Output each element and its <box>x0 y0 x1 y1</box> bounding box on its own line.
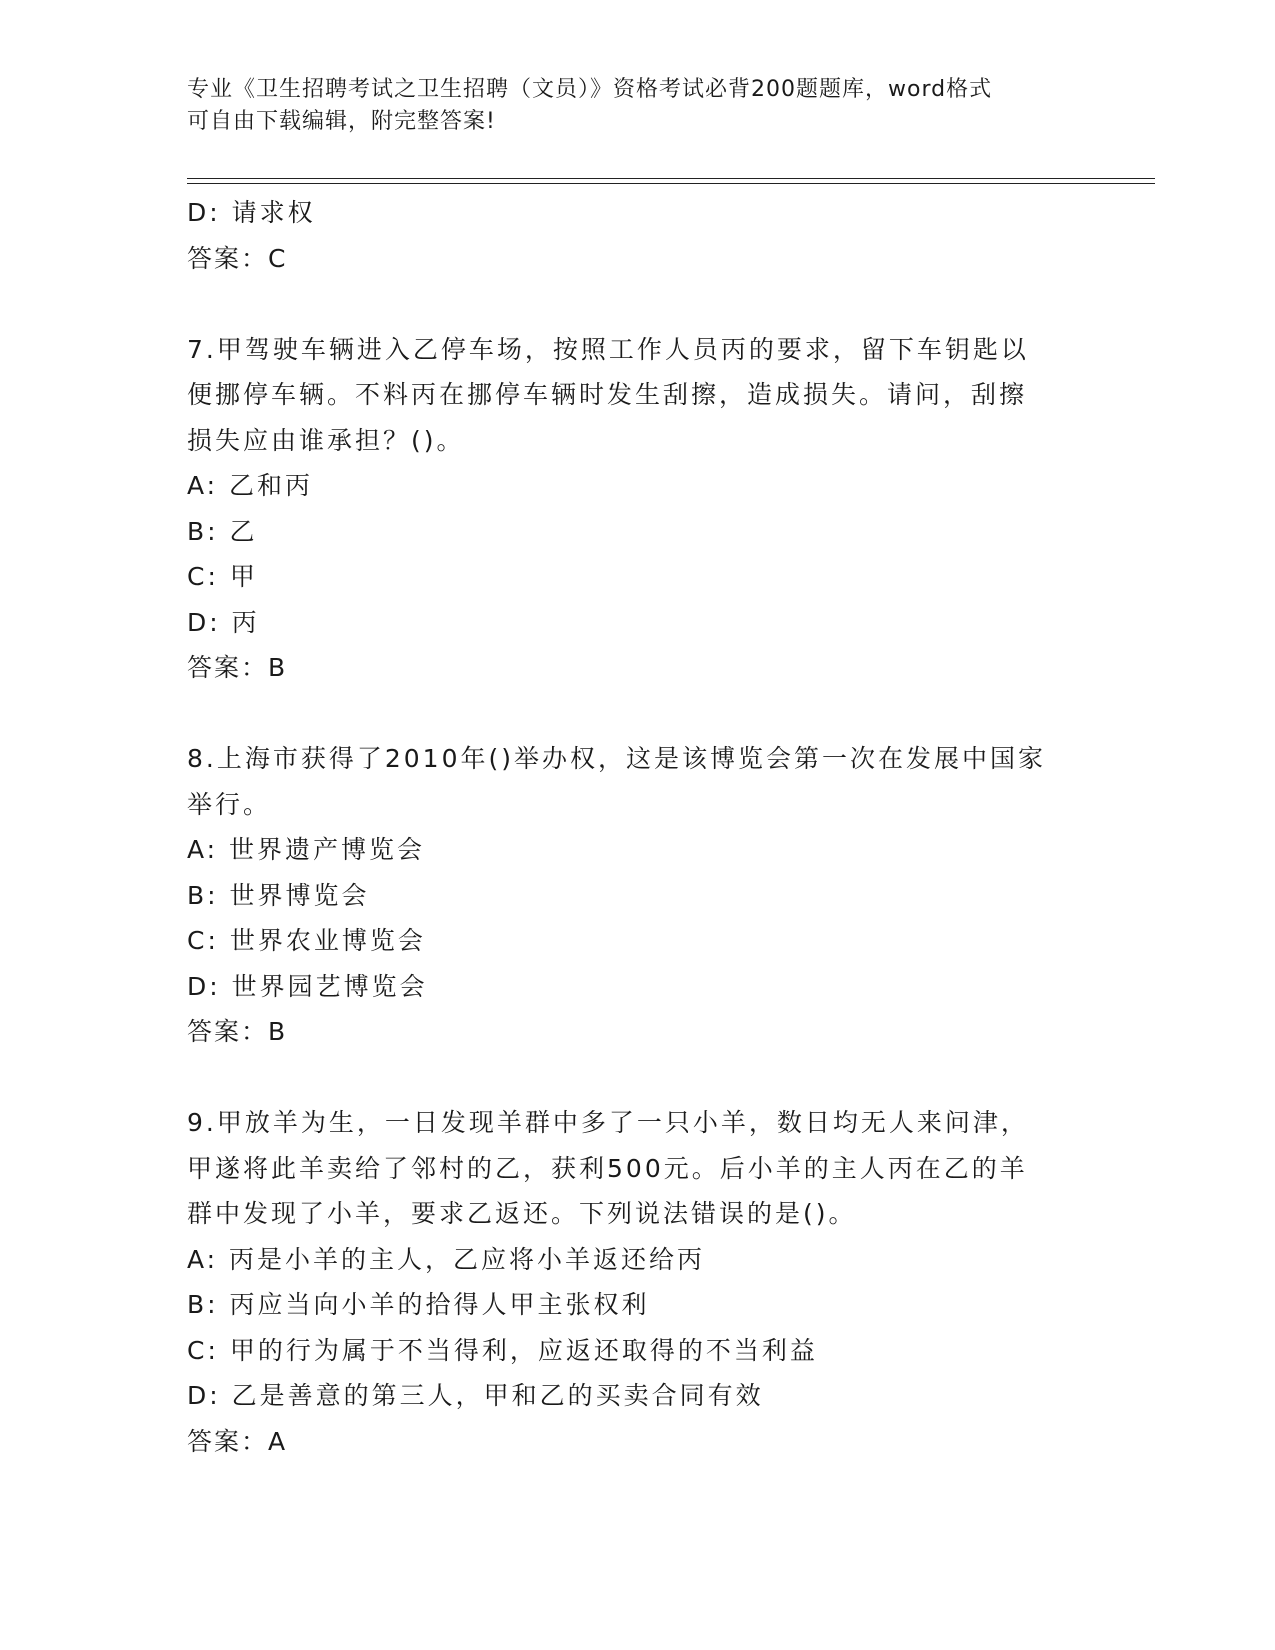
option-c: C: 世界农业博览会 <box>187 926 426 955</box>
option-a: A: 乙和丙 <box>187 471 314 500</box>
header-line-2: 可自由下载编辑，附完整答案! <box>187 109 496 134</box>
option-a: A: 世界遗产博览会 <box>187 835 426 864</box>
header-divider-top <box>187 178 1155 179</box>
option-c: C: 甲 <box>187 562 258 591</box>
question-7 <box>187 327 1087 691</box>
question-stem-line: 9.甲放羊为生，一日发现羊群中多了一只小羊，数日均无人来问津， <box>187 1108 1029 1137</box>
answer-line: 答案：B <box>187 653 288 682</box>
question-stem-line: 7.甲驾驶车辆进入乙停车场，按照工作人员丙的要求，留下车钥匙以 <box>187 334 1029 364</box>
option-d: D: 乙是善意的第三人，甲和乙的买卖合同有效 <box>187 1381 764 1410</box>
question-9 <box>187 1100 1087 1464</box>
question-stem-line: 举行。 <box>187 789 272 819</box>
question-8 <box>187 736 1087 1055</box>
header-line-1: 专业《卫生招聘考试之卫生招聘（文员）》资格考试必背200题题库，word格式 <box>187 77 993 102</box>
option-b: B: 丙应当向小羊的拾得人甲主张权利 <box>187 1290 650 1319</box>
carryover-option-d: D: 请求权 <box>187 198 316 227</box>
question-list <box>187 190 1087 1464</box>
question-stem-line: 8.上海市获得了2010年()举办权，这是该博览会第一次在发展中国家 <box>187 744 1046 773</box>
question-stem-line: 甲遂将此羊卖给了邻村的乙，获利500元。后小羊的主人丙在乙的羊 <box>187 1153 1028 1183</box>
answer-line: 答案：A <box>187 1426 288 1456</box>
question-stem-line: 群中发现了小羊，要求乙返还。下列说法错误的是()。 <box>187 1199 857 1228</box>
option-b: B: 乙 <box>187 516 258 546</box>
option-d: D: 世界园艺博览会 <box>187 971 428 1001</box>
carryover-answer: 答案：C <box>187 243 288 273</box>
answer-line: 答案：B <box>187 1017 288 1046</box>
option-d: D: 丙 <box>187 607 260 637</box>
document-header <box>187 74 1067 138</box>
question-stem-line: 损失应由谁承担？()。 <box>187 425 465 455</box>
header-divider-bottom <box>187 183 1155 184</box>
option-c: C: 甲的行为属于不当得利，应返还取得的不当利益 <box>187 1335 818 1365</box>
option-b: B: 世界博览会 <box>187 880 370 910</box>
question-stem-line: 便挪停车辆。不料丙在挪停车辆时发生刮擦，造成损失。请问，刮擦 <box>187 380 1028 409</box>
option-a: A: 丙是小羊的主人，乙应将小羊返还给丙 <box>187 1244 706 1274</box>
